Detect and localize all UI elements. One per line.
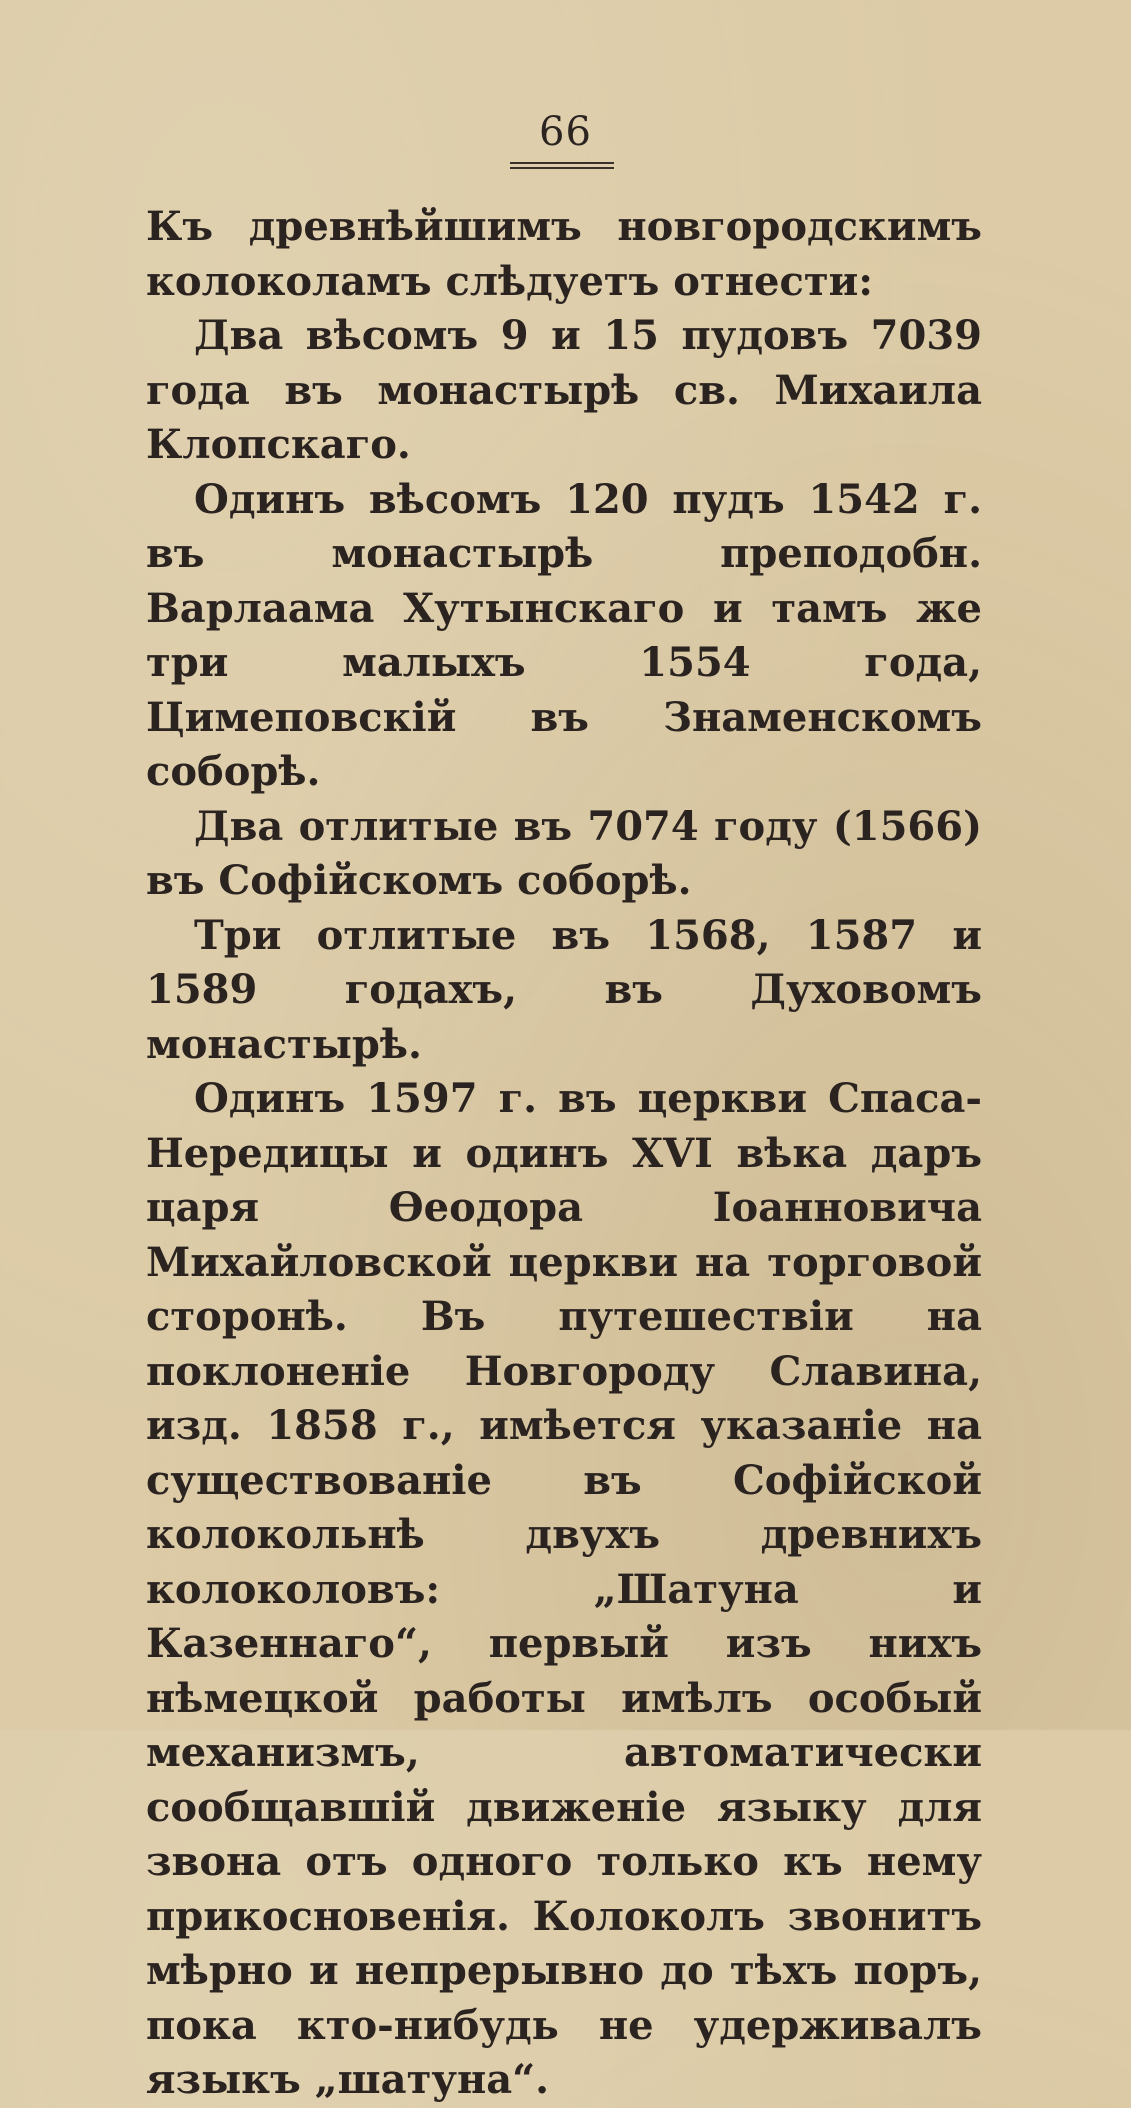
- paragraph-dukhov: Три отлитые въ 1568, 1587 и 1589 годахъ, въ Духовомъ монастырѣ.: [146, 911, 982, 1068]
- paragraph-nereditsa: Одинъ 1597 г. въ церкви Спаса-Нередицы и одинъ XVI вѣка даръ царя Ѳеодора Іоанновича Михайловской церкви на торговой сторонѣ. Въ путешествіи на поклоненіе Новгороду Славина, изд. 1858 г., имѣется указаніе на существованіе въ Софійской колокольнѣ двухъ древнихъ колоколовъ: „Шатуна и Казеннаго“, первый изъ нихъ нѣмецкой работы имѣлъ особый механизмъ, автоматически сообщавшій движеніе языку для звона отъ одного только къ нему прикосновенія. Колоколъ звонитъ мѣрно и непрерывно до тѣхъ поръ, пока кто-нибудь не удерживалъ языкъ „шатуна“.: [146, 1075, 982, 2103]
- paragraph-klopsky: Два вѣсомъ 9 и 15 пудовъ 7039 года въ монастырѣ св. Михаила Клопскаго.: [146, 312, 982, 468]
- header-rule-top: [510, 162, 614, 164]
- page-header: [0, 108, 1131, 156]
- paragraph-intro: Къ древнѣйшимъ новгородскимъ колоколамъ слѣдуетъ отнести:: [146, 203, 982, 305]
- paragraph-sofia: Два отлитые въ 7074 году (1566) въ Софійскомъ соборѣ.: [146, 802, 982, 904]
- page-body: [146, 200, 982, 2108]
- page-number: 66: [539, 109, 592, 155]
- paragraph-khutynsky: Одинъ вѣсомъ 120 пудъ 1542 г. въ монастырѣ преподобн. Варлаама Хутынскаго и тамъ же три малыхъ 1554 года, Цимеповскій въ Знаменскомъ соборѣ.: [146, 475, 982, 795]
- header-rule-bottom: [510, 167, 614, 169]
